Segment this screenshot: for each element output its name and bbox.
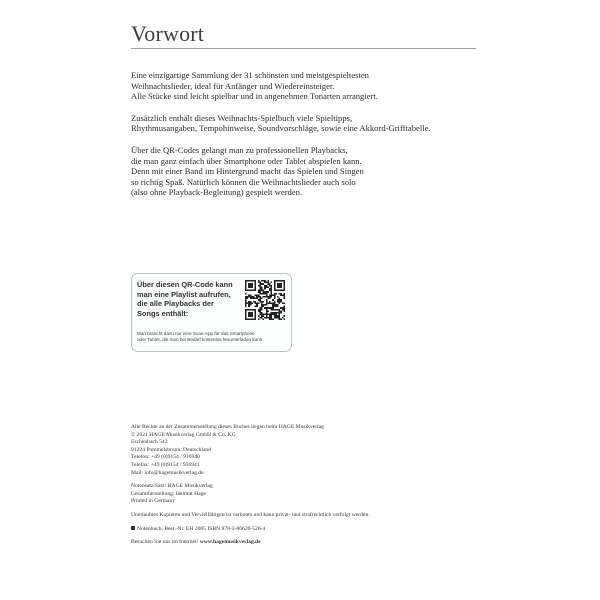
imprint: [131, 424, 431, 553]
qr-headline-line: Songs enthält:: [137, 308, 189, 318]
square-bullet-icon: [131, 526, 135, 530]
qr-code-icon[interactable]: [245, 280, 285, 320]
qr-headline: [137, 280, 233, 318]
imprint-legal: [131, 512, 431, 520]
qr-note-line: Man braucht dazu nur eine Scan-App für das Smartphone: [137, 331, 255, 336]
imprint-line: Telefax: +49 (0)9154 / 916941: [131, 461, 200, 468]
imprint-line: Eschenbach 542: [131, 439, 168, 446]
qr-headline-line: die alle Playbacks der: [137, 299, 214, 309]
imprint-line: Alle Rechte an der Zusammenstellung dieses Buches liegen beim HAGE Musikverlag: [131, 424, 324, 430]
imprint-email[interactable]: Mail: info@hagemusikverlag.de: [131, 469, 204, 476]
order-number: Notenbuch, Best.-Nr. EH 2085 ISBN 978-3-86626-526-4: [137, 525, 266, 532]
text-line: Über die QR-Codes gelangt man zu professionellen Playbacks,: [131, 144, 348, 155]
text-line: Zusätzlich enthält dieses Weihnachts-Spielbuch viele Spieltipps,: [131, 112, 353, 123]
imprint-order: [131, 526, 431, 534]
paragraph-playbacks: [131, 145, 491, 198]
imprint-line: Printed in Germany: [131, 498, 176, 505]
paragraph-intro: [131, 70, 491, 102]
qr-headline-line: Über diesen QR-Code kann: [137, 280, 233, 289]
imprint-line: © 2021 HAGE Musikverlag GmbH & Co. KG: [131, 431, 236, 438]
text-line: Weihnachtslieder, ideal für Anfänger und Wiedereinsteiger.: [131, 80, 335, 91]
imprint-line: Telefon: +49 (0)9154 / 916940: [131, 454, 200, 461]
legal-notice: Unerlaubtes Kopieren und Vervielfältigen ist verboten und kann privat- und strafrechtlich verfolgt werden.: [131, 511, 370, 518]
imprint-line: 91224 Pommelsbrunn, Deutschland: [131, 446, 212, 453]
order-line: [131, 526, 431, 534]
text-line: Alle Stücke sind leicht spielbar und in angenehmen Tonarten arrangiert.: [131, 91, 378, 102]
page-title: Vorwort: [131, 21, 205, 46]
visit-line: [131, 539, 431, 547]
imprint-line: Gesamtherstellung: Helmut Hage: [131, 490, 206, 497]
paragraph-features: [131, 113, 491, 134]
text-line: Eine einzigartige Sammlung der 31 schönsten und meistgespieltesten: [131, 70, 369, 80]
foreword-text: [131, 70, 491, 209]
qr-headline-line: man eine Playlist aufrufen,: [137, 289, 231, 299]
text-line: (also ohne Playback-Begleitung) gespielt werden.: [131, 187, 303, 198]
imprint-visit: [131, 539, 431, 547]
visit-text: Besuchen Sie uns im Internet!: [131, 539, 199, 546]
text-line: Denn mit einer Band im Hintergrund macht das Spielen und Singen: [131, 166, 364, 177]
text-line: die man ganz einfach über Smartphone oder Tablet abspielen kann.: [131, 155, 362, 166]
qr-note: [137, 331, 264, 343]
text-line: Rhythmusangaben, Tempohinweise, Soundvorschläge, sowie eine Akkord-Grifftabelle.: [131, 123, 431, 134]
qr-info-box: [131, 273, 292, 352]
imprint-line: Notensatz/Satz: HAGE Musikverlag: [131, 483, 213, 490]
qr-note-line: oder Tablet, die man bei Bedarf kostenlos herunterladen kann.: [137, 337, 264, 343]
text-line: so richtig Spaß. Natürlich können die Weihnachtslieder auch solo: [131, 176, 356, 187]
website-link[interactable]: www.hagemusikverlag.de: [199, 539, 261, 546]
imprint-credits: [131, 483, 431, 506]
imprint-rights: [131, 424, 431, 477]
title-divider: [131, 48, 476, 49]
